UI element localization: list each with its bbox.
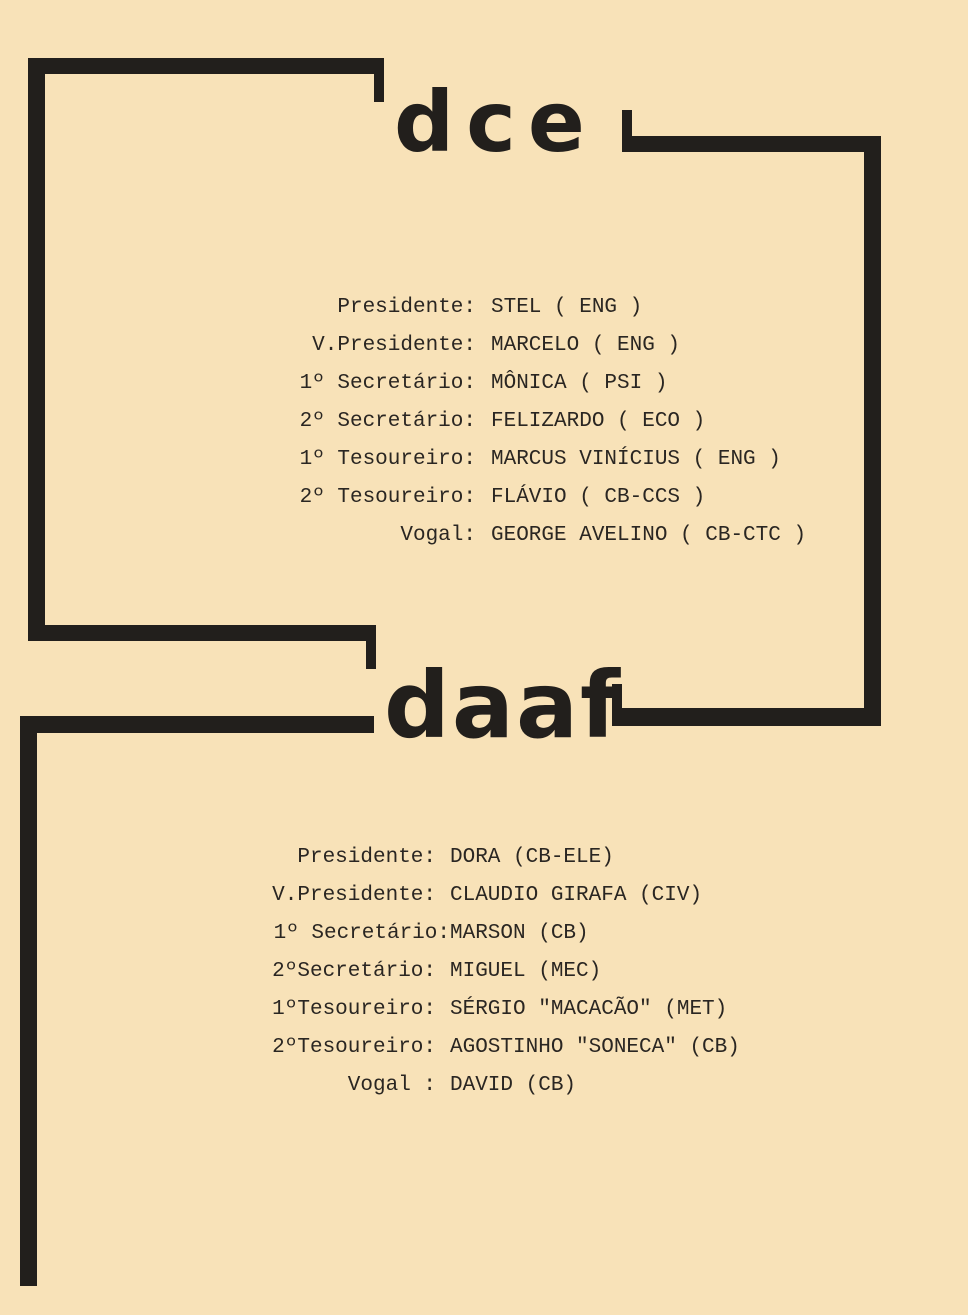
list-item xyxy=(230,960,740,998)
role-label: 2º Tesoureiro: xyxy=(299,486,476,509)
member-name: MARCUS VINÍCIUS ( ENG ) xyxy=(491,448,781,471)
member-name: FELIZARDO ( ECO ) xyxy=(491,410,706,433)
dce-frame-top-left-tick xyxy=(374,58,384,102)
list-item xyxy=(230,998,740,1036)
list-item xyxy=(230,846,740,884)
member-name: DORA (CB-ELE) xyxy=(450,846,614,869)
role-label: Vogal : xyxy=(347,1074,436,1097)
dce-roster xyxy=(240,296,806,562)
role-label: V.Presidente: xyxy=(272,884,436,907)
list-item xyxy=(240,334,806,372)
role-label: 2ºTesoureiro: xyxy=(272,1036,436,1059)
role-label: 1º Secretário: xyxy=(299,372,476,395)
member-name: SÉRGIO "MACACÃO" (MET) xyxy=(450,998,728,1021)
member-name: MÔNICA ( PSI ) xyxy=(491,372,668,395)
daaf-heading: daaf xyxy=(384,652,623,759)
member-name: MARSON (CB) xyxy=(450,922,589,945)
list-item xyxy=(240,372,806,410)
member-name: GEORGE AVELINO ( CB-CTC ) xyxy=(491,524,807,547)
dce-frame-left xyxy=(28,58,45,640)
role-label: 1ºTesoureiro: xyxy=(272,998,436,1021)
list-item xyxy=(230,922,740,960)
dce-frame-bottom-right xyxy=(612,708,881,726)
list-item xyxy=(240,448,806,486)
role-label: Presidente: xyxy=(297,846,436,869)
dce-heading: dce xyxy=(394,73,597,171)
daaf-frame-top xyxy=(20,716,374,733)
member-name: DAVID (CB) xyxy=(450,1074,577,1097)
dce-frame-top-right xyxy=(622,136,880,152)
role-label: 1º Secretário: xyxy=(273,922,450,945)
member-name: AGOSTINHO "SONECA" (CB) xyxy=(450,1036,740,1059)
dce-frame-bottom-left-tick xyxy=(366,625,376,669)
list-item xyxy=(240,296,806,334)
member-name: STEL ( ENG ) xyxy=(491,296,643,319)
member-name: MARCELO ( ENG ) xyxy=(491,334,681,357)
role-label: Presidente: xyxy=(337,296,476,319)
list-item xyxy=(240,486,806,524)
list-item xyxy=(240,524,806,562)
member-name: FLÁVIO ( CB-CCS ) xyxy=(491,486,706,509)
role-label: 1º Tesoureiro: xyxy=(299,448,476,471)
role-label: 2º Secretário: xyxy=(299,410,476,433)
member-name: MIGUEL (MEC) xyxy=(450,960,602,983)
dce-frame-right xyxy=(864,136,881,726)
role-label: V.Presidente: xyxy=(312,334,476,357)
member-name: CLAUDIO GIRAFA (CIV) xyxy=(450,884,703,907)
dce-frame-top-left xyxy=(28,58,384,74)
list-item xyxy=(230,1036,740,1074)
list-item xyxy=(230,884,740,922)
role-label: Vogal: xyxy=(400,524,476,547)
daaf-roster xyxy=(230,846,740,1112)
role-label: 2ºSecretário: xyxy=(272,960,436,983)
list-item xyxy=(240,410,806,448)
dce-frame-bottom-left xyxy=(28,625,376,641)
list-item xyxy=(230,1074,740,1112)
daaf-frame-left xyxy=(20,716,37,1286)
